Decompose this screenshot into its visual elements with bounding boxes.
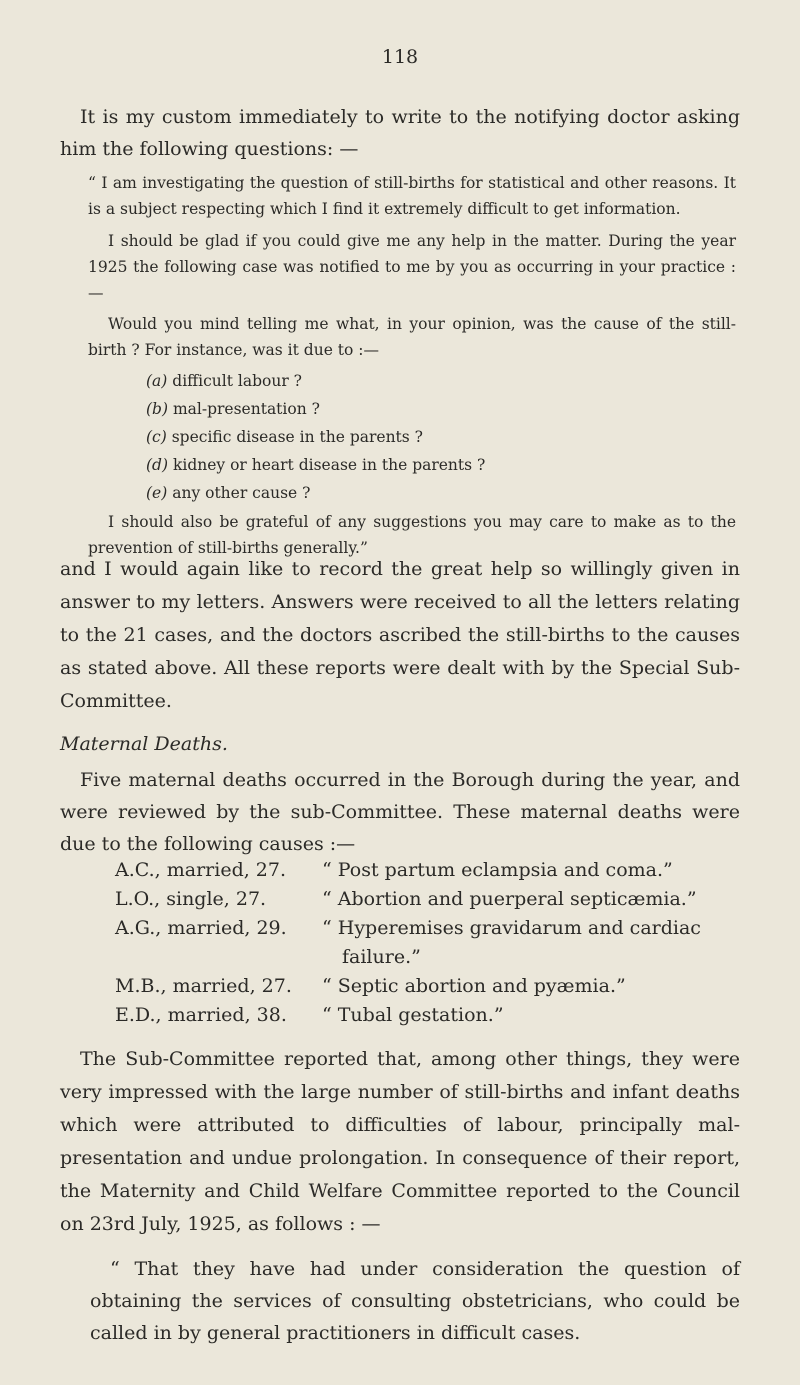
letter-paragraph-3: Would you mind telling me what, in your opinion, was the cause of the still-birth ? For instance, was it due to :— (88, 315, 736, 359)
letter-paragraph-4: I should also be grateful of any suggestions you may care to make as to the prevention of still-births generally.” (88, 513, 736, 557)
case-cause: “ Tubal gestation.” (322, 1004, 504, 1026)
case-patient: L.O., single, 27. (115, 888, 267, 910)
case-row (115, 914, 745, 972)
sub-committee-report-paragraph: The Sub-Committee reported that, among other things, they were very impressed with the large number of still-births and infant deaths which were attributed to difficulties of labour, principally mal-presentation and undue prolongation. In consequence of their report, the Maternity and Child Welfare Committee reported to the Council on 23rd July, 1925, as follows : — (60, 1048, 740, 1235)
letter-quote (88, 170, 736, 561)
case-patient: E.D., married, 38. (115, 1004, 287, 1026)
council-resolution-quote: “ That they have had under consideration the question of obtaining the services of consulting obstetricians, who could be called in by general practitioners in difficult cases. (90, 1258, 740, 1344)
case-patient: M.B., married, 27. (115, 975, 292, 997)
after-letter-paragraph: and I would again like to record the great help so willingly given in answer to my letters. Answers were received to all the letters relating to the 21 cases, and the doctors ascribed the still-births to the causes as stated above. All these reports were dealt with by the Special Sub-Committee. (60, 558, 740, 712)
question-item: (e) any other cause ? (146, 484, 311, 502)
question-list (146, 367, 736, 507)
maternal-deaths-paragraph: Five maternal deaths occurred in the Borough during the year, and were reviewed by the sub-Committee. These maternal deaths were due to the following causes :— (60, 769, 740, 855)
case-row (115, 856, 745, 885)
section-heading: Maternal Deaths. (60, 733, 228, 755)
case-row (115, 972, 745, 1001)
case-row (115, 1001, 745, 1030)
case-patient: A.G., married, 29. (115, 917, 287, 939)
letter-paragraph-2: I should be glad if you could give me any help in the matter. During the year 1925 the following case was notified to me by you as occurring in your practice :— (88, 232, 736, 302)
case-cause: “ Abortion and puerperal septicæmia.” (322, 888, 697, 910)
question-item: (c) specific disease in the parents ? (146, 428, 423, 446)
case-row (115, 885, 745, 914)
question-item: (b) mal-presentation ? (146, 400, 320, 418)
case-cause: “ Post partum eclampsia and coma.” (322, 859, 673, 881)
maternal-death-cases (115, 856, 745, 1030)
intro-paragraph: It is my custom immediately to write to the notifying doctor asking him the following questions: — (60, 106, 740, 160)
page-number: 118 (381, 46, 419, 68)
case-patient: A.C., married, 27. (115, 859, 287, 881)
question-item: (a) difficult labour ? (146, 372, 302, 390)
question-item: (d) kidney or heart disease in the parents ? (146, 456, 486, 474)
case-cause: “ Septic abortion and pyæmia.” (322, 975, 626, 997)
case-cause: “ Hyperemises gravidarum and cardiac failure.” (322, 917, 701, 968)
letter-paragraph-1: “ I am investigating the question of still-births for statistical and other reasons. It is a subject respecting which I find it extremely difficult to get information. (88, 174, 736, 218)
